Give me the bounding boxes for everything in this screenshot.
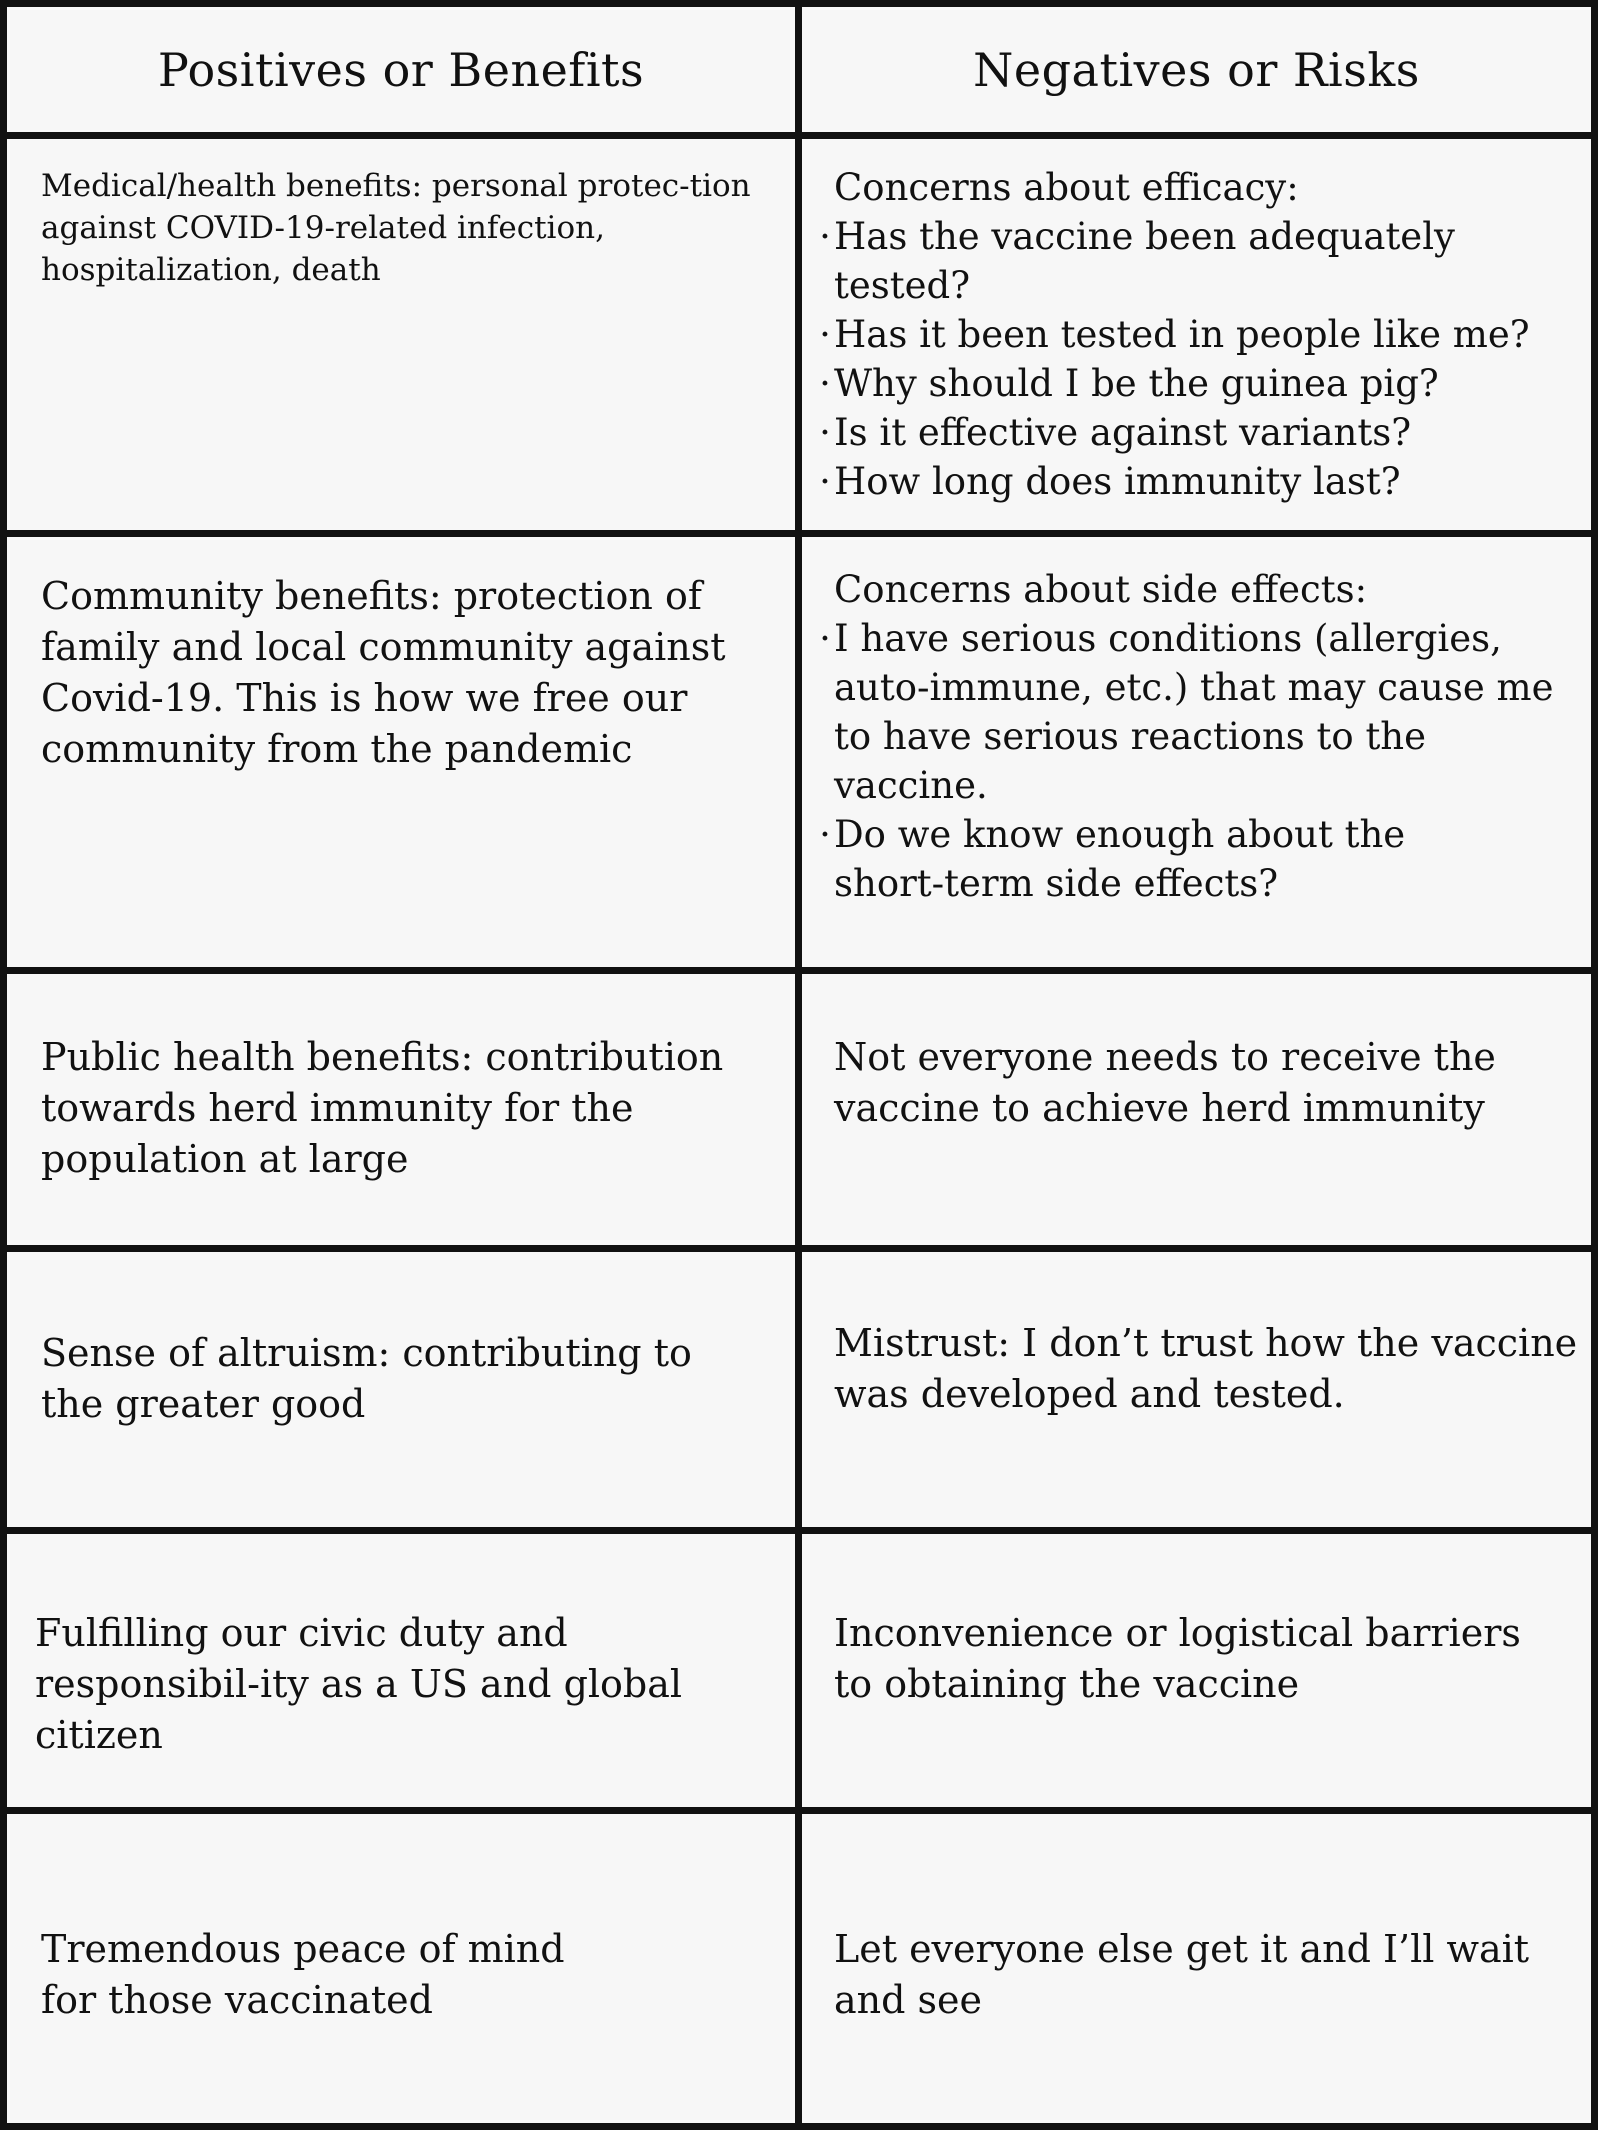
row-1-negative-list xyxy=(816,163,1585,506)
list-item-text: Do we know enough about the short-term side effects? xyxy=(834,813,1406,905)
list-item xyxy=(816,408,1585,457)
row-2-negative-title: Concerns about side effects: xyxy=(834,568,1368,611)
row-6-negative-text: Let everyone else get it and I’ll wait and see xyxy=(834,1927,1530,2022)
list-item-text: Has it been tested in people like me? xyxy=(834,313,1530,356)
row-1-positive xyxy=(7,139,802,537)
bullet-icon: · xyxy=(819,215,831,258)
list-item-text: Is it effective against variants? xyxy=(834,411,1412,454)
row-6-positive xyxy=(7,1814,802,2123)
list-item xyxy=(816,614,1585,810)
row-2-negative-list xyxy=(816,565,1585,908)
list-item-text: I have serious conditions (allergies, auto-immune, etc.) that may cause me to have serious reactions to the vaccine. xyxy=(834,617,1554,807)
list-item-text: How long does immunity last? xyxy=(834,460,1401,503)
row-6-negative xyxy=(802,1814,1591,2123)
row-1-negative-title: Concerns about efficacy: xyxy=(834,166,1299,209)
row-2-negative xyxy=(802,537,1591,974)
list-item xyxy=(816,310,1585,359)
row-2-positive xyxy=(7,537,802,974)
bullet-icon: · xyxy=(819,362,831,405)
list-item-text: Why should I be the guinea pig? xyxy=(834,362,1439,405)
row-4-negative-text: Mistrust: I don’t trust how the vaccine was developed and tested. xyxy=(834,1321,1578,1416)
row-5-positive xyxy=(7,1534,802,1814)
row-3-positive-text: Public health benefits: contribution towards herd immunity for the population at large xyxy=(41,1035,724,1181)
row-3-positive xyxy=(7,974,802,1252)
row-3-negative-text: Not everyone needs to receive the vaccine to achieve herd immunity xyxy=(834,1035,1496,1130)
list-item xyxy=(816,212,1585,310)
header-positives xyxy=(7,7,802,139)
row-4-positive xyxy=(7,1252,802,1534)
row-1-negative xyxy=(802,139,1591,537)
header-negatives-label: Negatives or Risks xyxy=(973,42,1420,97)
bullet-icon: · xyxy=(819,813,831,856)
row-5-positive-text: Fulfilling our civic duty and responsibil-ity as a US and global citizen xyxy=(35,1611,683,1757)
row-4-positive-text: Sense of altruism: contributing to the greater good xyxy=(41,1331,692,1426)
row-3-negative xyxy=(802,974,1591,1252)
bullet-icon: · xyxy=(819,617,831,660)
list-item xyxy=(816,359,1585,408)
row-4-negative xyxy=(802,1252,1591,1534)
header-negatives xyxy=(802,7,1591,139)
row-2-positive-text: Community benefits: protection of family and local community against Covid-19. This is how we free our community from the pandemic xyxy=(41,574,726,771)
row-1-positive-text: Medical/health benefits: personal protec-tion against COVID-19-related infection, hospitalization, death xyxy=(41,168,751,288)
row-6-positive-text: Tremendous peace of mind for those vaccinated xyxy=(41,1927,565,2022)
list-item xyxy=(816,810,1585,908)
bullet-icon: · xyxy=(819,411,831,454)
bullet-icon: · xyxy=(819,313,831,356)
row-5-negative-text: Inconvenience or logistical barriers to obtaining the vaccine xyxy=(834,1611,1521,1706)
bullet-icon: · xyxy=(819,460,831,503)
list-item-text: Has the vaccine been adequately tested? xyxy=(834,215,1455,307)
list-item xyxy=(816,457,1585,506)
row-5-negative xyxy=(802,1534,1591,1814)
header-positives-label: Positives or Benefits xyxy=(157,42,645,97)
